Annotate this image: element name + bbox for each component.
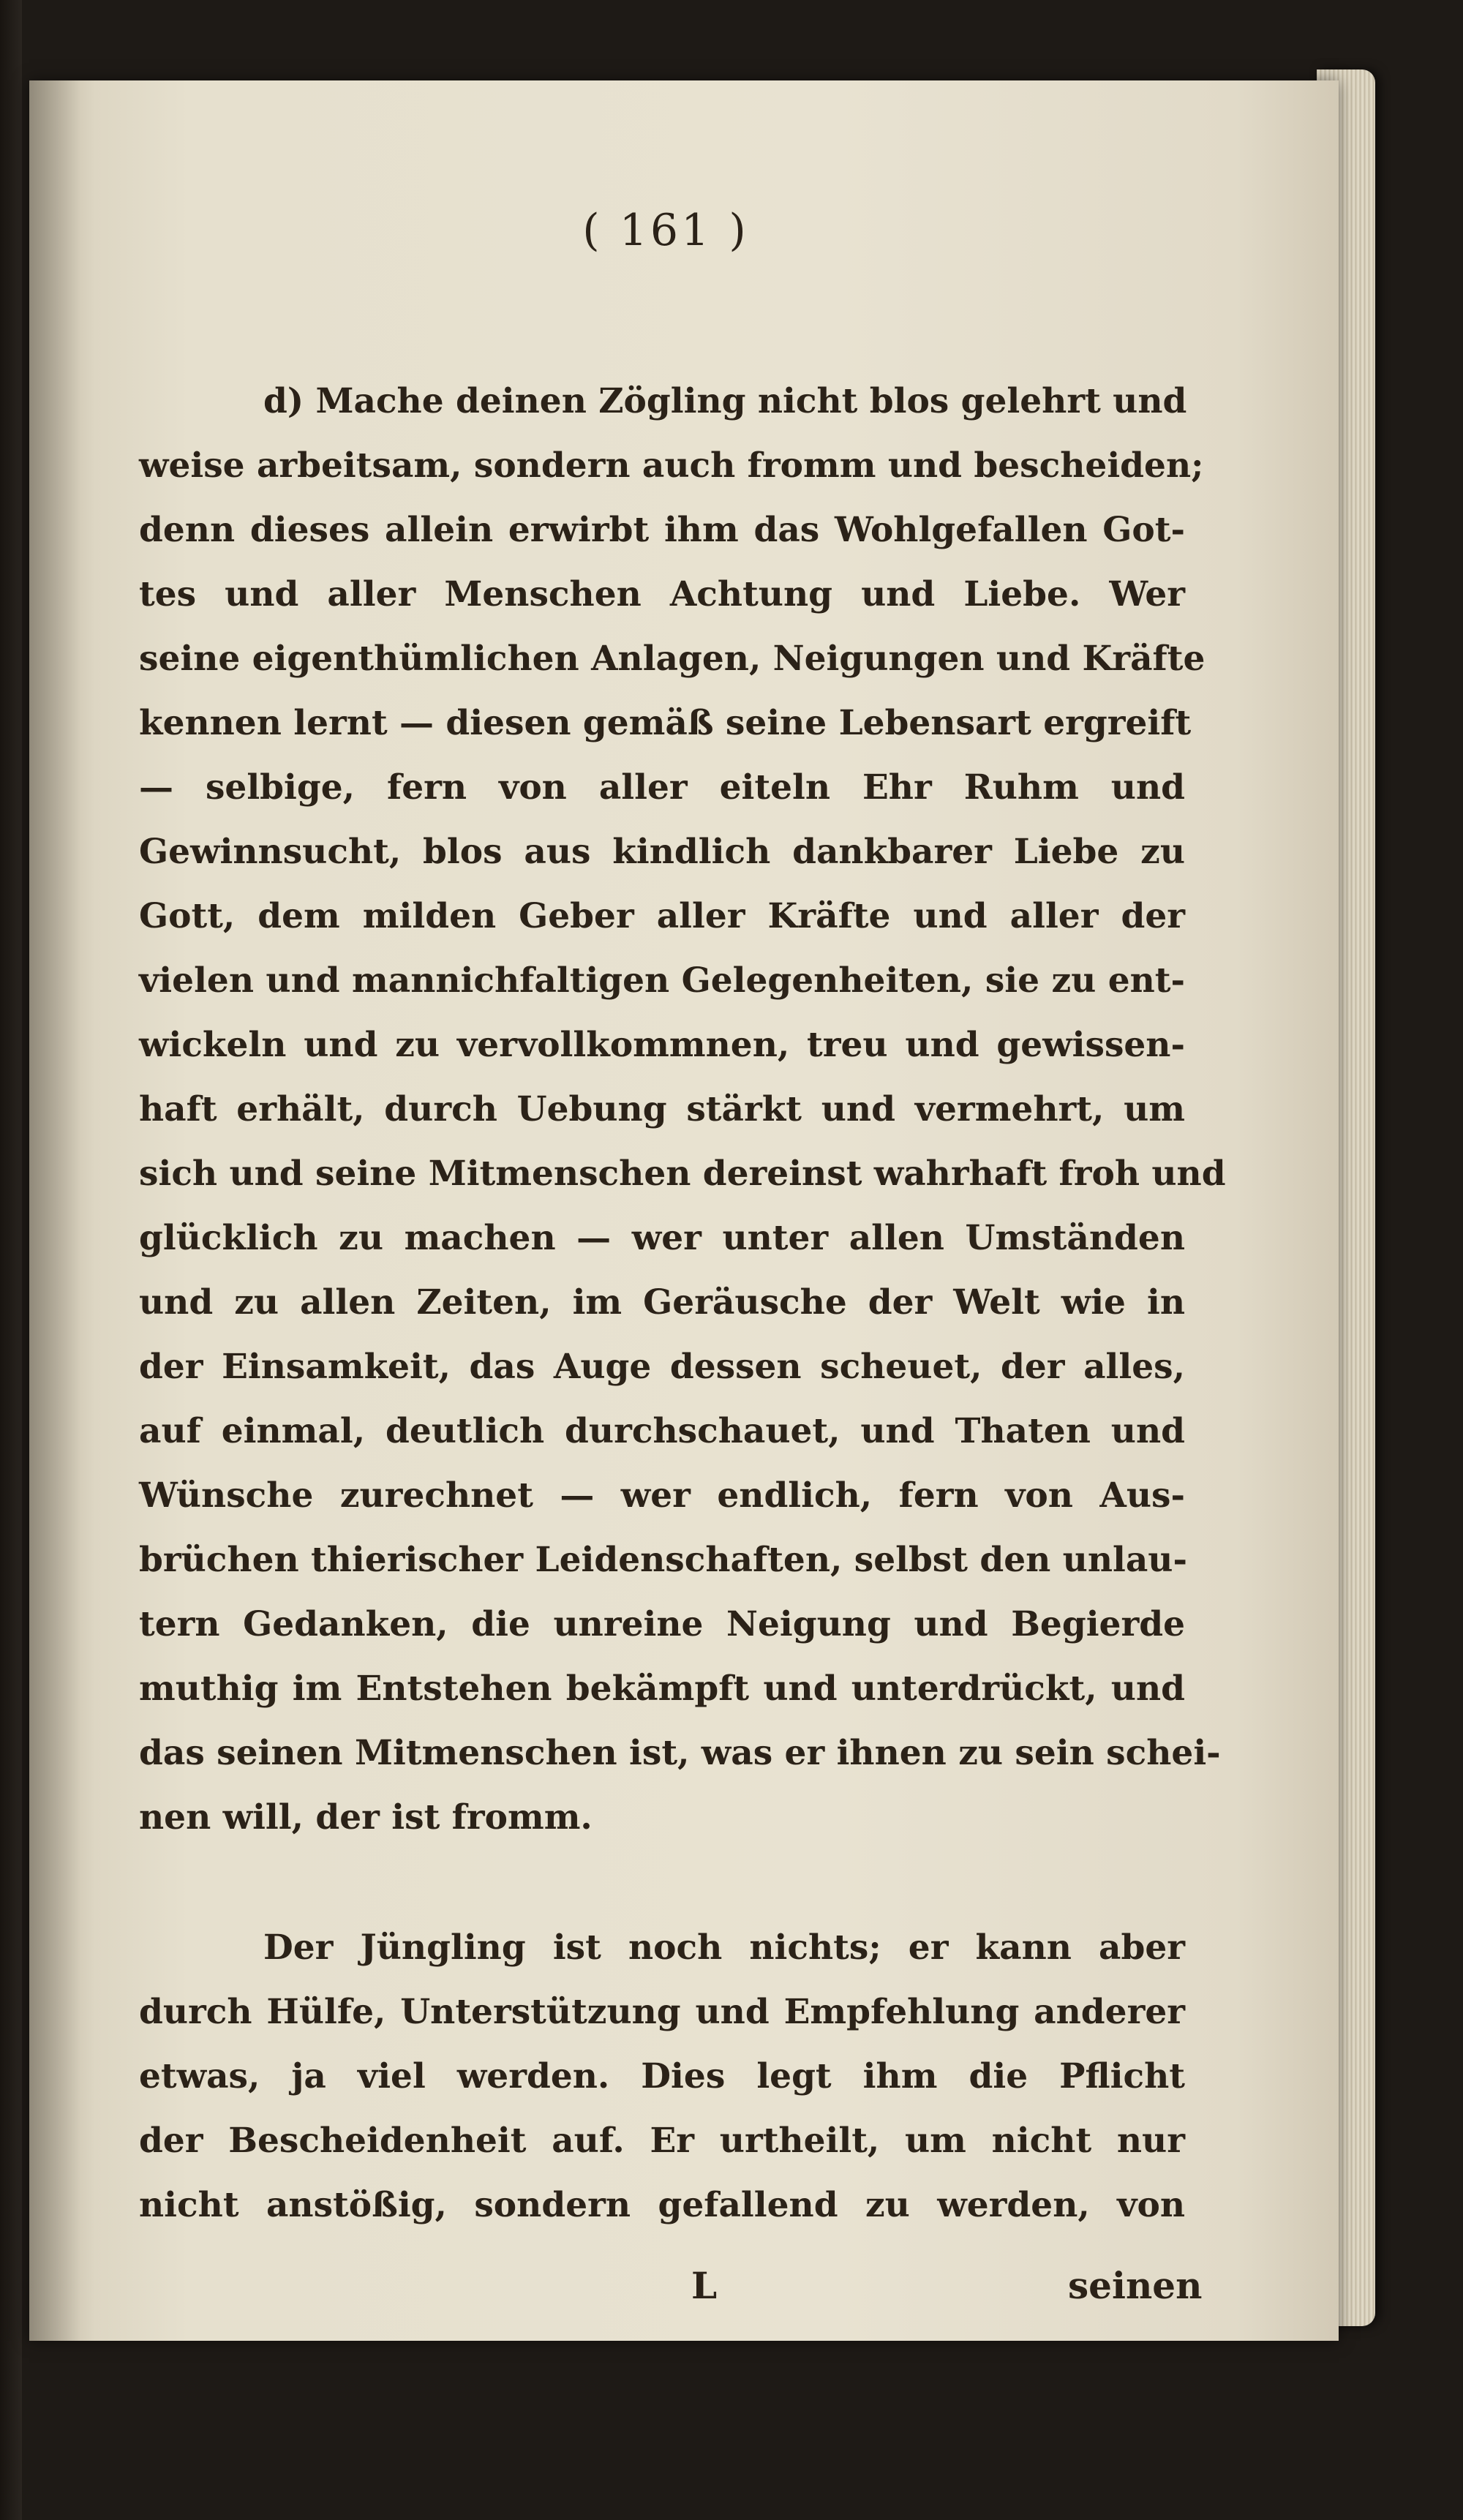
text-line: kennen lernt — diesen gemäß seine Lebensart ergreift <box>139 703 1192 743</box>
text-line: wickeln und zu vervollkommnen, treu und gewissen- <box>139 1025 1185 1065</box>
text-line: tern Gedanken, die unreine Neigung und Begierde <box>139 1604 1185 1644</box>
text-line: seine eigenthümlichen Anlagen, Neigungen und Kräfte <box>139 639 1206 679</box>
text-line: durch Hülfe, Unterstützung und Empfehlung anderer <box>139 1992 1185 2032</box>
text-line: tes und aller Menschen Achtung und Liebe. Wer <box>139 574 1185 614</box>
text-line: brüchen thierischer Leidenschaften, selbst den unlau- <box>139 1540 1187 1580</box>
text-line: etwas, ja viel werden. Dies legt ihm die Pflicht <box>139 2056 1185 2096</box>
gutter-shadow <box>29 80 80 2341</box>
text-line: Wünsche zurechnet — wer endlich, fern von Aus- <box>139 1475 1185 1516</box>
text-line: Gewinnsucht, blos aus kindlich dankbarer Liebe zu <box>139 832 1185 872</box>
paragraph-gap <box>139 1850 1185 1916</box>
text-line: auf einmal, deutlich durchschauet, und Thaten und <box>139 1411 1185 1451</box>
text-line: vielen und mannichfaltigen Gelegenheiten, sie zu ent- <box>139 960 1185 1001</box>
facing-page-edge <box>0 0 22 2520</box>
text-line: denn dieses allein erwirbt ihm das Wohlgefallen Got- <box>139 510 1185 550</box>
text-line: haft erhält, durch Uebung stärkt und vermehrt, um <box>139 1089 1185 1129</box>
text-line: das seinen Mitmenschen ist, was er ihnen zu sein schei- <box>139 1733 1221 1773</box>
text-line: nen will, der ist fromm. <box>139 1797 593 1838</box>
book-page <box>29 80 1339 2341</box>
text-line: der Einsamkeit, das Auge dessen scheuet, der alles, <box>139 1347 1185 1387</box>
text-line: und zu allen Zeiten, im Geräusche der Welt wie in <box>139 1282 1185 1323</box>
text-line: weise arbeitsam, sondern auch fromm und bescheiden; <box>139 445 1204 486</box>
text-line: muthig im Entstehen bekämpft und unterdrückt, und <box>139 1669 1185 1709</box>
text-line: der Bescheidenheit auf. Er urtheilt, um nicht nur <box>139 2121 1185 2161</box>
text-line: — selbige, fern von aller eiteln Ehr Ruhm und <box>139 767 1185 808</box>
text-line: Der Jüngling ist noch nichts; er kann aber <box>263 1927 1185 1968</box>
page-body-text <box>139 369 1226 2238</box>
text-line: nicht anstößig, sondern gefallend zu werden, von <box>139 2185 1185 2225</box>
catchword: seinen <box>1068 2264 1203 2307</box>
text-line: d) Mache deinen Zögling nicht blos gelehrt und <box>263 381 1187 421</box>
text-line: Gott, dem milden Geber aller Kräfte und aller der <box>139 896 1185 936</box>
text-line: glücklich zu machen — wer unter allen Umständen <box>139 1218 1185 1258</box>
page-number: ( 161 ) <box>582 205 749 256</box>
text-line: sich und seine Mitmenschen dereinst wahrhaft froh und <box>139 1154 1226 1194</box>
signature-mark: L <box>691 2264 718 2307</box>
